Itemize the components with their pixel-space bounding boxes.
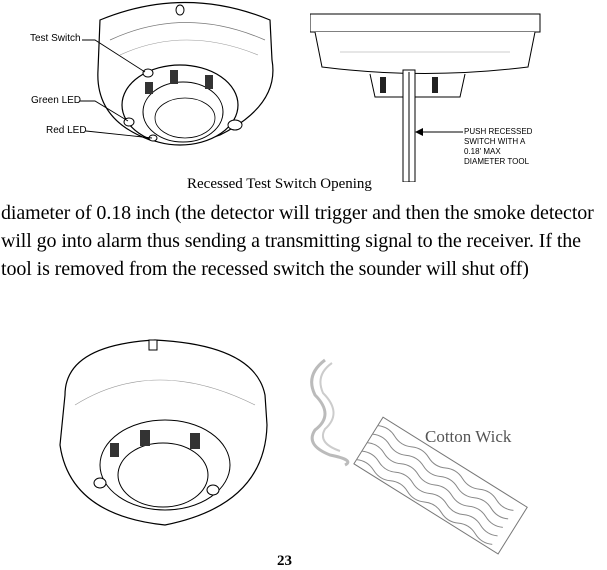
figure-caption: Recessed Test Switch Opening <box>187 176 372 192</box>
tool-note-line: 0.18' MAX <box>464 147 501 156</box>
smoke-detector-illustration-bottom <box>45 335 275 535</box>
red-led-label: Red LED <box>46 125 87 136</box>
test-switch-label: Test Switch <box>30 33 81 44</box>
tool-note-line: SWITCH WITH A <box>464 137 526 146</box>
page-number: 23 <box>277 553 292 569</box>
callout-leader-lines <box>0 0 300 150</box>
cotton-wick-label: Cotton Wick <box>425 427 512 446</box>
tool-note-line: DIAMETER TOOL <box>464 157 530 166</box>
cotton-wick-illustration <box>285 345 535 555</box>
body-paragraph: diameter of 0.18 inch (the detector will trigger and then the smoke detector will go into alarm thus sending a transmitting signal to the receiver. If the tool is removed from the recessed switch the sounder will shut off) <box>1 202 594 280</box>
tool-note-line: PUSH RECESSED <box>464 127 533 136</box>
green-led-label: Green LED <box>31 95 82 106</box>
tool-note <box>464 127 532 167</box>
tool-arrow <box>415 125 465 139</box>
